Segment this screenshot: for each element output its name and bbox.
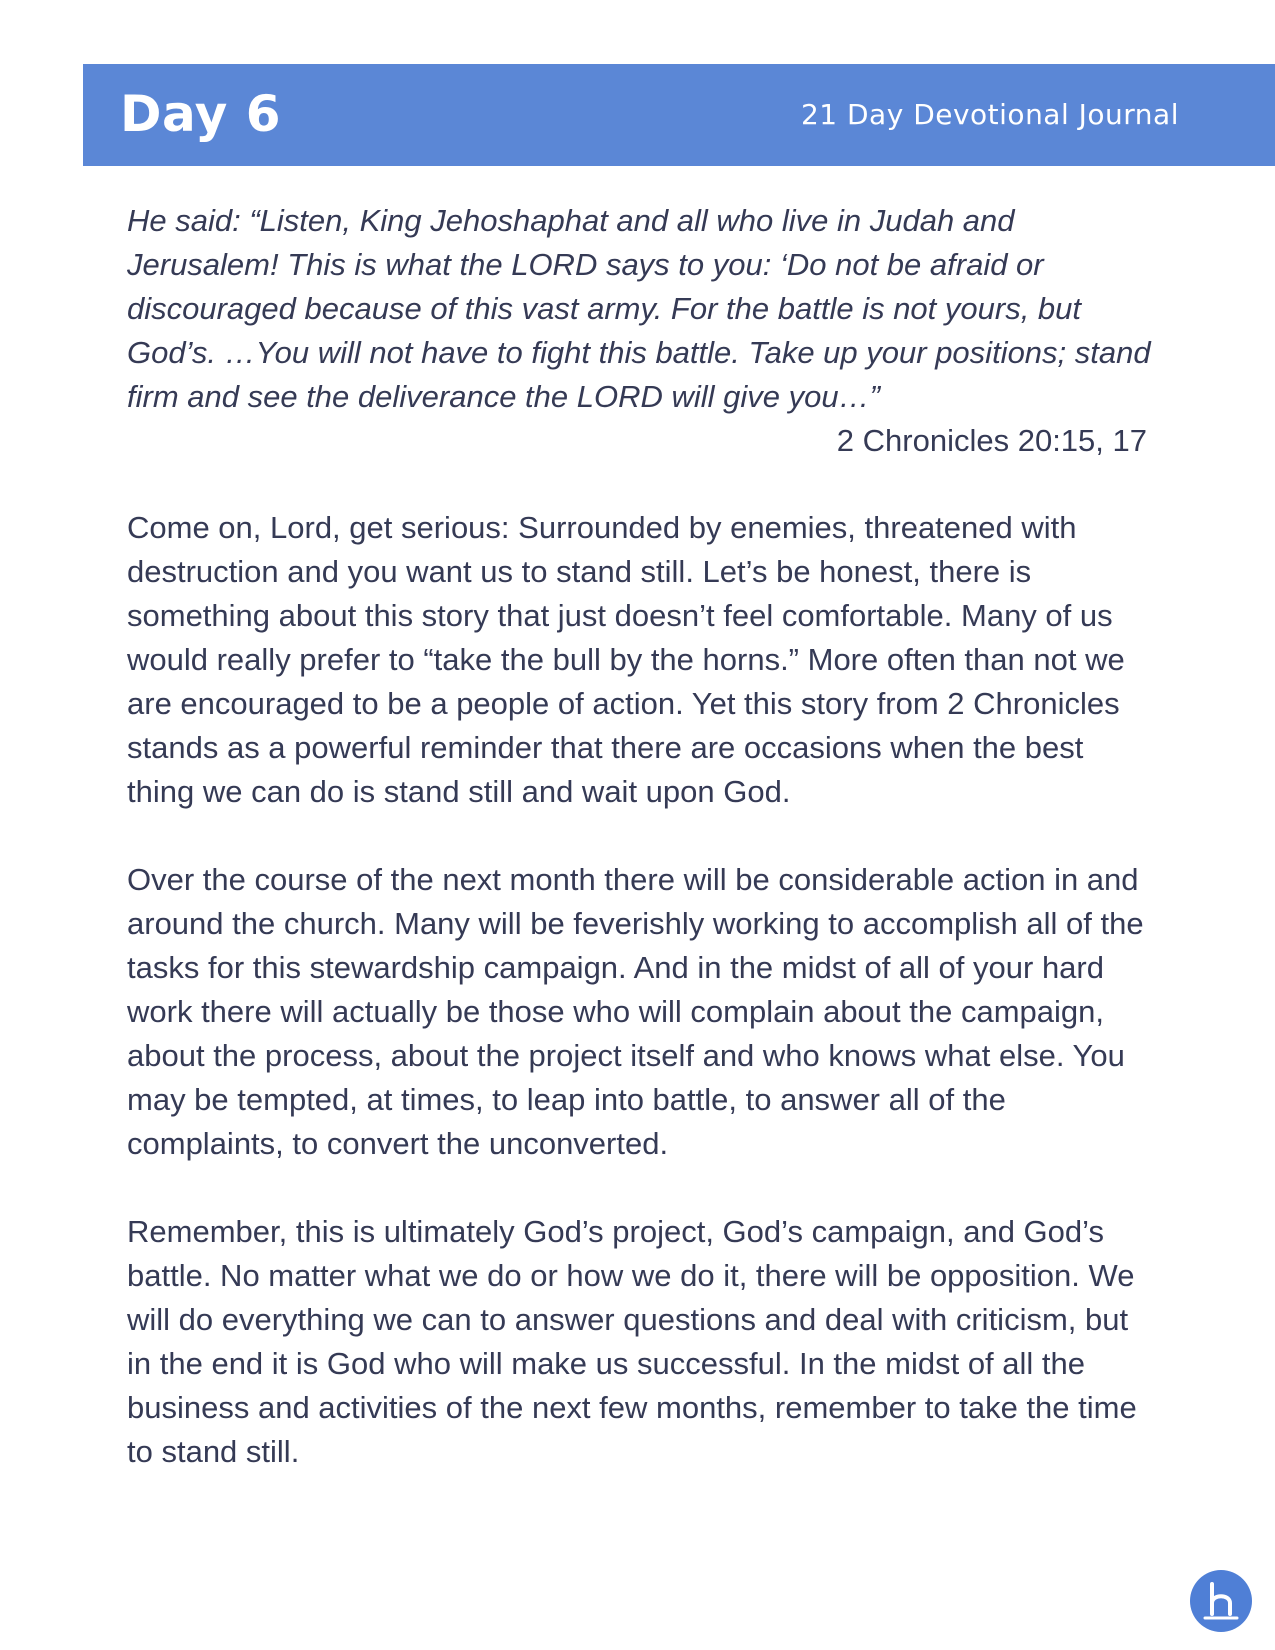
day-title: Day 6	[120, 85, 281, 143]
header-bar	[83, 64, 1275, 166]
h-logo-glyph	[1190, 1570, 1252, 1632]
page-content	[127, 199, 1157, 1474]
h-logo-icon	[1190, 1570, 1252, 1632]
scripture-reference: 2 Chronicles 20:15, 17	[836, 423, 1147, 458]
paragraph-1: Come on, Lord, get serious: Surrounded by enemies, threatened with destruction and you want us to stand still. Let’s be honest, there is something about this story that just doesn’t feel comfortable. Many of us would really prefer to “take the bull by the horns.” More often than not we are encouraged to be a people of action. Yet this story from 2 Chronicles stands as a powerful reminder that there are occasions when the best thing we can do is stand still and wait upon God.	[127, 510, 1125, 809]
paragraph-3: Remember, this is ultimately God’s project, God’s campaign, and God’s battle. No matter what we do or how we do it, there will be opposition. We will do everything we can to answer questions and deal with criticism, but in the end it is God who will make us successful. In the midst of all the business and activities of the next few months, remember to take the time to stand still.	[127, 1214, 1137, 1469]
journal-title: 21 Day Devotional Journal	[800, 98, 1179, 131]
scripture-quote: He said: “Listen, King Jehoshaphat and all who live in Judah and Jerusalem! This is what the LORD says to you: ‘Do not be afraid or discouraged because of this vast army. For the battle is not yours, but God’s. …You will not have to fight this battle. Take up your positions; stand firm and see the deliverance the LORD will give you…”	[127, 203, 1151, 414]
paragraph-2: Over the course of the next month there will be considerable action in and around the church. Many will be feverishly working to accomplish all of the tasks for this stewardship campaign. And in the midst of all of your hard work there will actually be those who will complain about the campaign, about the process, about the project itself and who knows what else. You may be tempted, at times, to leap into battle, to answer all of the complaints, to convert the unconverted.	[127, 862, 1144, 1161]
